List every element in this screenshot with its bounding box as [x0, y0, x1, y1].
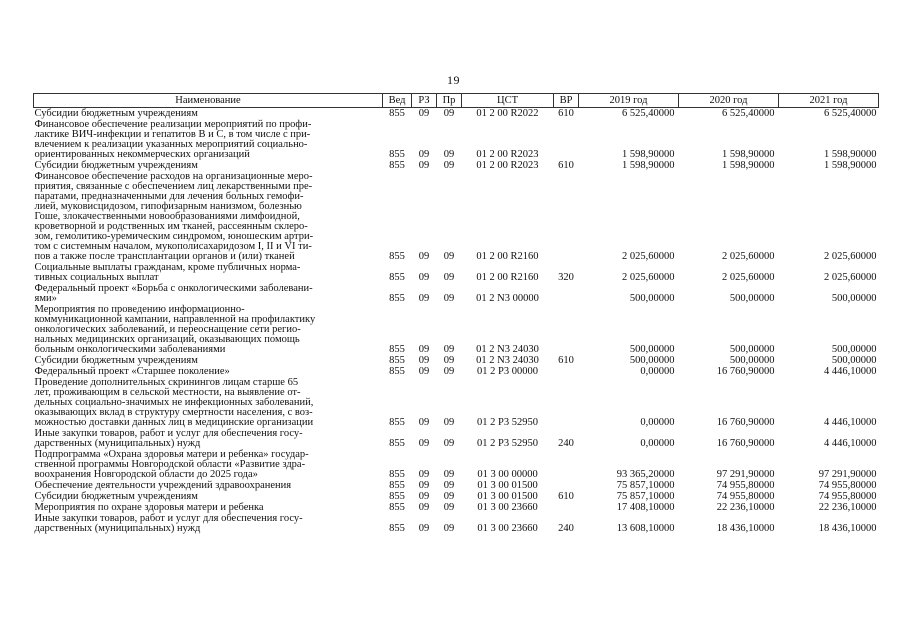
row-2019-amount: 500,00000 — [629, 293, 675, 304]
row-2021-amount: 4 446,10000 — [824, 417, 877, 428]
row-2021-amount: 2 025,60000 — [824, 251, 877, 262]
table-row — [34, 377, 879, 428]
row-cst: 01 3 00 00000 — [477, 469, 538, 480]
row-ved: 855 — [389, 108, 405, 119]
row-2021-amount: 74 955,80000 — [818, 491, 877, 502]
table-row — [34, 366, 879, 377]
table-row — [34, 513, 879, 534]
row-2019-amount: 75 857,10000 — [616, 491, 675, 502]
row-ved: 855 — [389, 469, 405, 480]
table-row — [34, 502, 879, 513]
table-row — [34, 160, 879, 171]
table-row — [34, 262, 879, 283]
row-pr: 09 — [443, 480, 455, 491]
row-rz: 09 — [418, 272, 430, 283]
row-2020-amount: 74 955,80000 — [716, 491, 775, 502]
row-vr: 610 — [558, 355, 574, 366]
row-ved: 855 — [389, 344, 405, 355]
row-cst: 01 2 P3 52950 — [477, 417, 538, 428]
table-row — [34, 491, 879, 502]
row-2019-amount: 500,00000 — [629, 355, 675, 366]
row-pr: 09 — [443, 293, 455, 304]
row-2020-amount: 16 760,90000 — [716, 366, 775, 377]
row-vr: 610 — [558, 491, 574, 502]
row-rz: 09 — [418, 469, 430, 480]
row-2020-amount: 500,00000 — [729, 355, 775, 366]
row-vr: 240 — [558, 438, 574, 449]
row-2020-amount: 16 760,90000 — [716, 417, 775, 428]
row-2020-amount: 74 955,80000 — [716, 480, 775, 491]
row-name: Финансовое обеспечение реализации мероприятий по профи- лактике ВИЧ-инфекции и гепатитов B и C, в том числе с при- влечением к реализации указанных мероприятий социально- ориентированных некоммерческих организаций — [34, 119, 312, 160]
row-rz: 09 — [418, 149, 430, 160]
row-cst: 01 3 00 01500 — [477, 491, 538, 502]
row-2021-amount: 4 446,10000 — [824, 438, 877, 449]
row-vr — [554, 304, 579, 355]
row-2020-amount: 18 436,10000 — [716, 523, 775, 534]
row-2021-amount: 1 598,90000 — [824, 160, 877, 171]
header-ved: Вед — [383, 94, 412, 108]
row-name: Субсидии бюджетным учреждениям — [34, 108, 198, 119]
row-pr: 09 — [443, 469, 455, 480]
row-rz: 09 — [418, 160, 430, 171]
row-pr: 09 — [443, 523, 455, 534]
row-rz: 09 — [418, 438, 430, 449]
row-cst: 01 2 N3 00000 — [476, 293, 539, 304]
table-body — [34, 108, 879, 535]
row-pr: 09 — [443, 344, 455, 355]
row-name: Социальные выплаты гражданам, кроме публичных норма- тивных социальных выплат — [34, 262, 301, 283]
row-pr: 09 — [443, 251, 455, 262]
row-2020-amount: 2 025,60000 — [722, 251, 775, 262]
row-ved: 855 — [389, 480, 405, 491]
table-row — [34, 171, 879, 262]
row-name: Финансовое обеспечение расходов на организационные меро- приятия, связанные с обеспечением лиц лекарственными пре- паратами, предназначенными для лечения больных гемофи- лией, муковисцидозом, гипофизарным нанизмом, болезнью Гоше, злокачественными новообразованиями лимфоидной, кроветворной и родственных им тканей, рассеянным склеро- зом, гемолитико-уремическим синдромом, юношеским артри- том с системным началом, мукополисахаридозом I, II и VI ти- пов а также после трансплантации органов и (или) тканей — [34, 171, 314, 262]
row-name: Иные закупки товаров, работ и услуг для обеспечения госу- дарственных (муниципальных) нужд — [34, 428, 303, 449]
row-2020-amount: 500,00000 — [729, 344, 775, 355]
row-rz: 09 — [418, 480, 430, 491]
row-2021-amount: 4 446,10000 — [824, 366, 877, 377]
row-cst: 01 2 00 R2022 — [476, 108, 539, 119]
row-2020-amount: 6 525,40000 — [722, 108, 775, 119]
row-ved: 855 — [389, 366, 405, 377]
row-2019-amount: 500,00000 — [629, 344, 675, 355]
row-name: Федеральный проект «Старшее поколение» — [34, 366, 230, 377]
row-vr: 240 — [558, 523, 574, 534]
table-header-row — [34, 94, 879, 108]
row-vr: 610 — [558, 160, 574, 171]
row-rz: 09 — [418, 502, 430, 513]
row-2019-amount: 1 598,90000 — [622, 160, 675, 171]
row-rz: 09 — [418, 523, 430, 534]
row-2020-amount: 1 598,90000 — [722, 160, 775, 171]
header-cst: ЦСТ — [462, 94, 554, 108]
row-ved: 855 — [389, 355, 405, 366]
row-pr: 09 — [443, 417, 455, 428]
row-name: Иные закупки товаров, работ и услуг для обеспечения госу- дарственных (муниципальных) нужд — [34, 513, 303, 534]
table-row — [34, 355, 879, 366]
row-cst: 01 2 N3 24030 — [476, 355, 539, 366]
row-ved: 855 — [389, 523, 405, 534]
row-cst: 01 2 00 R2023 — [476, 149, 539, 160]
row-rz: 09 — [418, 293, 430, 304]
header-vr: ВР — [554, 94, 579, 108]
row-ved: 855 — [389, 272, 405, 283]
row-2021-amount: 1 598,90000 — [824, 149, 877, 160]
row-2021-amount: 500,00000 — [831, 344, 877, 355]
row-rz: 09 — [418, 251, 430, 262]
row-name: Проведение дополнительных скринингов лицам старше 65 лет, проживающим в сельской местности, на выявление от- дельных социально-значимых не инфекционных заболеваний, оказывающих вклад в структуру смертности населения, с воз- можностью доставки данных лиц в медицинские организации — [34, 377, 314, 428]
row-vr — [554, 480, 579, 491]
budget-table — [33, 93, 879, 534]
header-name: Наименование — [34, 94, 383, 108]
table-row — [34, 449, 879, 480]
row-vr — [554, 502, 579, 513]
table-row — [34, 428, 879, 449]
row-vr — [554, 449, 579, 480]
page-number: 19 — [447, 73, 460, 87]
table-row — [34, 480, 879, 491]
row-vr — [554, 377, 579, 428]
table-row — [34, 304, 879, 355]
row-vr — [554, 171, 579, 262]
row-2020-amount: 2 025,60000 — [722, 272, 775, 283]
row-name: Мероприятия по охране здоровья матери и ребенка — [34, 502, 264, 513]
row-name: Субсидии бюджетным учреждениям — [34, 355, 198, 366]
row-rz: 09 — [418, 108, 430, 119]
row-cst: 01 2 P3 52950 — [477, 438, 538, 449]
row-2019-amount: 17 408,10000 — [616, 502, 675, 513]
row-vr: 610 — [558, 108, 574, 119]
row-name: Обеспечение деятельности учреждений здравоохранения — [34, 480, 292, 491]
row-2021-amount: 22 236,10000 — [818, 502, 877, 513]
header-rz: РЗ — [412, 94, 437, 108]
row-2021-amount: 500,00000 — [831, 355, 877, 366]
row-pr: 09 — [443, 149, 455, 160]
row-2019-amount: 13 608,10000 — [616, 523, 675, 534]
row-name: Федеральный проект «Борьба с онкологическими заболевани- ями» — [34, 283, 313, 304]
row-ved: 855 — [389, 251, 405, 262]
row-rz: 09 — [418, 355, 430, 366]
row-pr: 09 — [443, 502, 455, 513]
header-pr: Пр — [437, 94, 462, 108]
row-cst: 01 2 00 R2160 — [476, 272, 539, 283]
table-row — [34, 119, 879, 160]
row-2019-amount: 6 525,40000 — [622, 108, 675, 119]
row-vr — [554, 119, 579, 160]
row-ved: 855 — [389, 491, 405, 502]
row-ved: 855 — [389, 293, 405, 304]
table-row — [34, 108, 879, 120]
row-pr: 09 — [443, 272, 455, 283]
row-pr: 09 — [443, 366, 455, 377]
row-name: Субсидии бюджетным учреждениям — [34, 160, 198, 171]
row-pr: 09 — [443, 108, 455, 119]
row-2020-amount: 16 760,90000 — [716, 438, 775, 449]
row-ved: 855 — [389, 160, 405, 171]
row-pr: 09 — [443, 438, 455, 449]
row-cst: 01 2 00 R2023 — [476, 160, 539, 171]
header-2019: 2019 год — [579, 94, 679, 108]
row-pr: 09 — [443, 355, 455, 366]
row-2020-amount: 500,00000 — [729, 293, 775, 304]
row-pr: 09 — [443, 491, 455, 502]
row-2020-amount: 22 236,10000 — [716, 502, 775, 513]
row-2021-amount: 18 436,10000 — [818, 523, 877, 534]
row-name: Подпрограмма «Охрана здоровья матери и ребенка» государ- ственной программы Новгородской области «Развитие здра- воохранения Новгородской области до 2025 года» — [34, 449, 309, 480]
row-vr: 320 — [558, 272, 574, 283]
row-2019-amount: 0,00000 — [640, 417, 675, 428]
row-rz: 09 — [418, 417, 430, 428]
row-cst: 01 3 00 23660 — [477, 523, 538, 534]
row-vr — [554, 283, 579, 304]
row-rz: 09 — [418, 366, 430, 377]
row-ved: 855 — [389, 417, 405, 428]
row-2021-amount: 500,00000 — [831, 293, 877, 304]
row-cst: 01 3 00 23660 — [477, 502, 538, 513]
row-2019-amount: 1 598,90000 — [622, 149, 675, 160]
row-ved: 855 — [389, 149, 405, 160]
row-cst: 01 2 00 R2160 — [476, 251, 539, 262]
row-2020-amount: 1 598,90000 — [722, 149, 775, 160]
row-cst: 01 2 P3 00000 — [477, 366, 538, 377]
row-2021-amount: 2 025,60000 — [824, 272, 877, 283]
row-ved: 855 — [389, 438, 405, 449]
row-2019-amount: 93 365,20000 — [616, 469, 675, 480]
row-2019-amount: 2 025,60000 — [622, 272, 675, 283]
row-name: Мероприятия по проведению информационно- коммуникационной кампании, направленной на профилактику онкологических заболеваний, и переоснащение сети регио- нальных медицинских организаций, оказывающих помощь больным онкологическими заболеваниями — [34, 304, 316, 355]
table-row — [34, 283, 879, 304]
header-2021: 2021 год — [779, 94, 879, 108]
header-2020: 2020 год — [679, 94, 779, 108]
row-2021-amount: 74 955,80000 — [818, 480, 877, 491]
row-2021-amount: 97 291,90000 — [818, 469, 877, 480]
row-2019-amount: 0,00000 — [640, 438, 675, 449]
row-2019-amount: 75 857,10000 — [616, 480, 675, 491]
row-rz: 09 — [418, 344, 430, 355]
row-ved: 855 — [389, 502, 405, 513]
row-2019-amount: 0,00000 — [640, 366, 675, 377]
row-2020-amount: 97 291,90000 — [716, 469, 775, 480]
row-rz: 09 — [418, 491, 430, 502]
row-cst: 01 2 N3 24030 — [476, 344, 539, 355]
row-cst: 01 3 00 01500 — [477, 480, 538, 491]
row-name: Субсидии бюджетным учреждениям — [34, 491, 198, 502]
row-2021-amount: 6 525,40000 — [824, 108, 877, 119]
row-pr: 09 — [443, 160, 455, 171]
row-2019-amount: 2 025,60000 — [622, 251, 675, 262]
row-vr — [554, 366, 579, 377]
